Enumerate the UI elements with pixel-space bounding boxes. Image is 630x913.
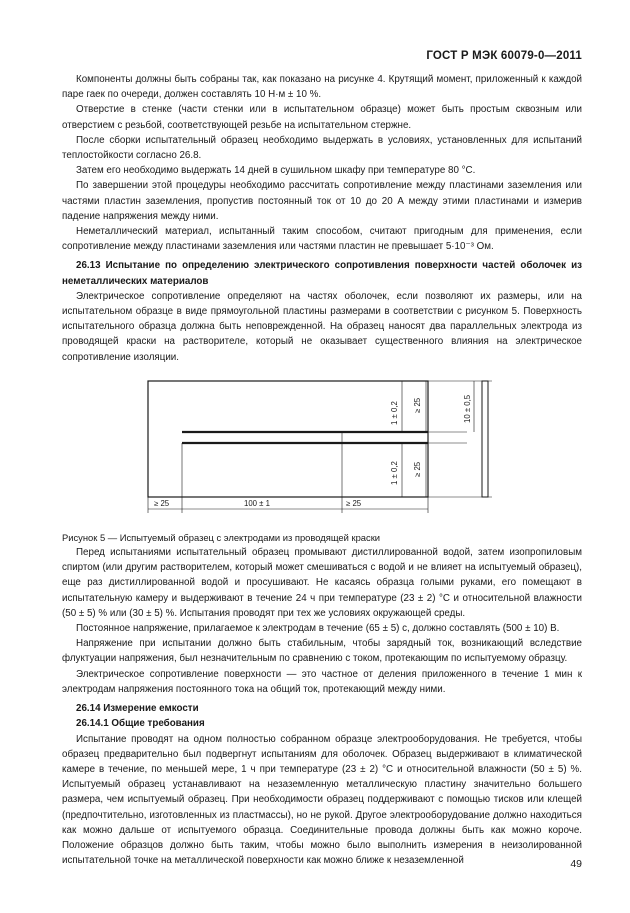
paragraph: Постоянное напряжение, прилагаемое к электродам в течение (65 ± 5) с, должно составлять (500 ± 10) В.	[76, 623, 560, 635]
section-title-26-14: 26.14 Измерение емкости	[76, 703, 199, 715]
dim-left: ≥ 25	[154, 498, 170, 508]
dim-bottom-gap: 1 ± 0,2	[390, 461, 399, 485]
figure-caption: Рисунок 5 — Испытуемый образец с электродами из проводящей краски	[62, 531, 381, 543]
paragraph: Неметаллический материал, испытанный таким способом, считают пригодным для применения, если сопротивление между пластинами заземления или частями пластин не превышает 5·10⁻³ Ом.	[62, 226, 582, 253]
figure-5-drawing	[62, 373, 582, 528]
page-number: 49	[570, 858, 582, 870]
page-content	[62, 72, 582, 868]
paragraph: Испытание проводят на одном полностью собранном образце электрооборудования. Не требуется, чтобы образец предварительно был подвергнут испытаниям для оболочек. Образец выдерживают в климатической камере в течение, по меньшей мере, 1 ч при температуре (23 ± 2) °С и относительной влажности (50 ± 5) %. Испытуемый образец устанавливают на незаземленную металлическую пластину значительно большего размера, чем испытуемый образец. При необходимости образец поддерживают с помощью тисков или клещей (предпочтительно, изготовленных из пластмассы), но не рукой. Другое электрооборудование должно находиться как можно дальше от испытуемого образца. Соединительные провода должны быть как можно короче. Положение образцов должно быть таким, чтобы можно было выполнить измерения в неизолированной испытательной точке на металлической поверхности как можно ближе к незаземленной	[62, 733, 582, 867]
paragraph: Перед испытаниями испытательный образец промывают дистиллированной водой, затем изопропиловым спиртом (или другим растворителем, который может смешиваться с водой и не влияет на испытуемый образец), еще раз дистиллированной водой и просушивают. Не касаясь образца голыми руками, его помещают в испытательную камеру и выдерживают в течение 24 ч при температуре (23 ± 2) °С и относительной влажности (50 ± 5) % или (30 ± 5) %. Испытания проводят при тех же условиях окружающей среды.	[62, 547, 582, 619]
paragraph: Напряжение при испытании должно быть стабильным, чтобы зарядный ток, возникающий вследствие флуктуации напряжения, был незначительным по сравнению с током, протекающим по испытуемому образцу.	[62, 638, 582, 665]
dim-bottom-height: ≥ 25	[413, 461, 422, 477]
paragraph: Электрическое сопротивление поверхности — это частное от деления приложенного в течение 1 мин к электродам напряжения постоянного тока на общий ток, протекающий между ними.	[62, 668, 582, 695]
dim-thickness: 10 ± 0,5	[463, 394, 472, 423]
specimen-plate	[148, 381, 428, 497]
figure-5	[62, 373, 582, 528]
paragraph: Отверстие в стенке (части стенки или в испытательном образце) может быть простым сквозным или отверстием с резьбой, соответствующей резьбе на испытательном стержне.	[62, 104, 582, 131]
paragraph: Электрическое сопротивление определяют на частях оболочек, если позволяют их размеры, или на испытательном образце в виде прямоугольной пластины размерами в соответствии с рисунком 5. Поверхность испытательного образца должна быть неповрежденной. На образец наносят два параллельных электрода из проводящей краски на растворителе, который не оказывает существенного влияния на электрическое сопротивление изоляции.	[62, 290, 582, 363]
section-title-26-13: 26.13 Испытание по определению электрического сопротивления поверхности частей оболочек из неметаллических материалов	[62, 260, 582, 287]
dim-middle: 100 ± 1	[244, 498, 270, 508]
dim-top-height: ≥ 25	[413, 397, 422, 413]
paragraph: Компоненты должны быть собраны так, как показано на рисунке 4. Крутящий момент, приложенный к каждой паре гаек по очереди, должен составлять 10 Н·м ± 10 %.	[62, 74, 582, 101]
paragraph: После сборки испытательный образец необходимо выдержать в условиях, установленных для испытаний теплостойкости согласно 26.8.	[62, 134, 582, 162]
paragraph: По завершении этой процедуры необходимо рассчитать сопротивление между пластинами заземления или частями пластин заземления, пропустив постоянный ток от 10 до 20 А между этими пластинами и измерив падение напряжения между ними.	[62, 180, 582, 222]
subsection-title-26-14-1: 26.14.1 Общие требования	[76, 718, 205, 730]
dim-right: ≥ 25	[346, 498, 362, 508]
dim-top-gap: 1 ± 0,2	[390, 401, 399, 425]
document-header: ГОСТ Р МЭК 60079-0—2011	[426, 50, 582, 62]
paragraph: Затем его необходимо выдержать 14 дней в сушильном шкафу при температуре 80 °С.	[76, 165, 476, 177]
